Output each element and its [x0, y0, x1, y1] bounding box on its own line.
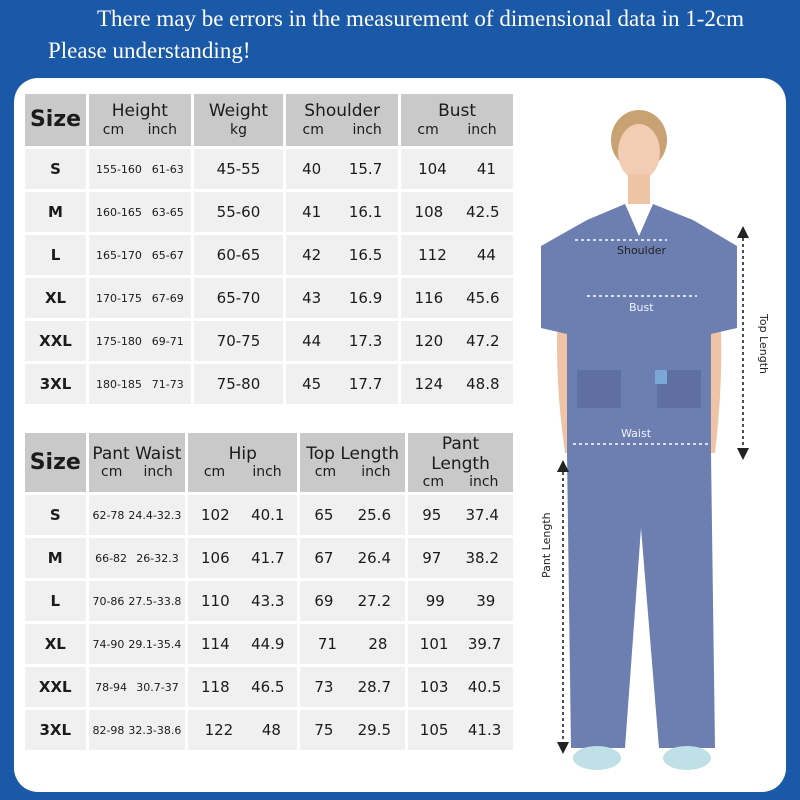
hip-cell: [188, 538, 297, 578]
hip-cm: 114: [201, 635, 230, 654]
hip-header: [188, 433, 297, 492]
table-row: [25, 278, 513, 318]
waist-inch: 29.1-35.4: [128, 637, 182, 651]
hip-cell: [188, 667, 297, 707]
bust-inch: 45.6: [466, 289, 500, 307]
top-length-measure-label: Top Length: [757, 314, 770, 375]
size-cell: XL: [25, 278, 86, 318]
top-length-cell: [300, 538, 405, 578]
pant-length-cell: [408, 495, 513, 535]
pant-length-measure-label: Pant Length: [540, 512, 553, 578]
hip-cm: 110: [201, 592, 230, 611]
waist-inch: 24.4-32.3: [128, 508, 182, 522]
bust-cell: [401, 278, 513, 318]
unit-cm: cm: [314, 464, 337, 481]
shoulder-header-label: Shoulder: [304, 101, 380, 122]
hip-cell: [188, 624, 297, 664]
pant-length-cm: 99: [425, 592, 445, 611]
size-header: Size: [25, 94, 86, 146]
pant-length-cell: [408, 624, 513, 664]
weight-cell: 60-65: [194, 235, 284, 275]
waist-cm: 62-78: [92, 508, 125, 522]
bust-header: [401, 94, 513, 146]
unit-inch: inch: [143, 464, 173, 481]
shoulder-cell: [286, 321, 398, 361]
table-header-row: [25, 94, 513, 146]
top-length-cell: [300, 495, 405, 535]
hip-header-label: Hip: [228, 443, 257, 464]
size-cell: XL: [25, 624, 86, 664]
unit-cm: cm: [203, 464, 226, 481]
size-cell: L: [25, 235, 86, 275]
shoulder-cell: [286, 278, 398, 318]
shoulder-cm: 45: [302, 375, 322, 393]
height-header-label: Height: [111, 101, 168, 122]
height-inch: 71-73: [151, 377, 184, 391]
weight-cell: 70-75: [194, 321, 284, 361]
pant-length-cm: 103: [419, 678, 449, 697]
hip-inch: 46.5: [251, 678, 285, 697]
scrub-pants: [567, 454, 715, 748]
top-length-inch: 29.5: [357, 721, 391, 740]
size-header: Size: [25, 433, 86, 492]
shoulder-header: [286, 94, 398, 146]
top-size-table: [22, 91, 516, 407]
top-length-header-label: Top Length: [306, 443, 400, 464]
shoulder-inch: 16.9: [348, 289, 383, 307]
top-length-cm: 65: [314, 506, 334, 525]
bust-cm: 104: [418, 160, 447, 178]
unit-inch: inch: [467, 121, 497, 138]
right-shoe: [663, 746, 711, 770]
bust-cell: [401, 192, 513, 232]
unit-inch: inch: [352, 121, 382, 138]
bust-cm: 124: [414, 375, 444, 393]
shoulder-cell: [286, 235, 398, 275]
top-length-inch: 26.4: [357, 549, 391, 568]
bust-measure-label: Bust: [629, 301, 654, 314]
height-cell: [89, 192, 191, 232]
size-cell: S: [25, 495, 86, 535]
height-cell: [89, 364, 191, 404]
height-cm: 180-185: [95, 377, 142, 391]
model-illustration: [525, 108, 783, 788]
top-length-inch: 28: [368, 635, 388, 654]
pant-length-inch: 38.2: [465, 549, 499, 568]
top-length-header: [300, 433, 405, 492]
waist-inch: 27.5-33.8: [128, 594, 182, 608]
notice-line-2: Please understanding!: [48, 38, 251, 63]
height-cell: [89, 149, 191, 189]
pant-length-inch: 39: [476, 592, 496, 611]
height-header: [89, 94, 191, 146]
table-row: [25, 192, 513, 232]
waist-inch: 32.3-38.6: [128, 723, 182, 737]
shoulder-inch: 16.1: [348, 203, 383, 221]
height-cell: [89, 235, 191, 275]
scrubs-model-figure: [525, 108, 783, 788]
waist-cm: 78-94: [95, 680, 128, 694]
height-cm: 160-165: [95, 205, 142, 219]
table-row: [25, 581, 513, 621]
table-row: [25, 538, 513, 578]
pant-length-header: [408, 433, 513, 492]
notice-line-1: There may be errors in the measurement of dimensional data in 1-2cm: [97, 6, 744, 31]
waist-inch: 26-32.3: [136, 551, 179, 565]
hip-cell: [188, 495, 297, 535]
top-length-cell: [300, 667, 405, 707]
neck-shape: [628, 174, 650, 204]
shoulder-cm: 42: [302, 246, 322, 264]
pant-waist-header-label: Pant Waist: [92, 443, 182, 464]
waist-cm: 70-86: [92, 594, 125, 608]
scrub-top: [541, 204, 737, 458]
bust-cm: 116: [414, 289, 444, 307]
waist-cm: 74-90: [92, 637, 125, 651]
waist-inch: 30.7-37: [136, 680, 179, 694]
size-cell: XXL: [25, 667, 86, 707]
pant-length-header-label: Pant Length: [431, 434, 490, 474]
shoulder-cm: 44: [302, 332, 322, 350]
shoulder-cell: [286, 192, 398, 232]
unit-cm: cm: [302, 121, 324, 138]
bust-cell: [401, 149, 513, 189]
pant-waist-cell: [89, 538, 186, 578]
top-length-cell: [300, 710, 405, 750]
height-cell: [89, 321, 191, 361]
pant-length-cm: 97: [422, 549, 442, 568]
size-cell: L: [25, 581, 86, 621]
bottom-size-table: [22, 430, 516, 753]
pant-length-inch: 41.3: [467, 721, 502, 740]
size-cell: XXL: [25, 321, 86, 361]
top-length-cm: 67: [314, 549, 334, 568]
pant-length-inch: 39.7: [467, 635, 502, 654]
top-length-cm: 69: [314, 592, 334, 611]
unit-inch: inch: [252, 464, 282, 481]
pant-waist-cell: [89, 667, 186, 707]
pant-length-cm: 105: [419, 721, 449, 740]
shoulder-cm: 41: [302, 203, 322, 221]
shoulder-inch: 17.3: [348, 332, 383, 350]
shoulder-measure-label: Shoulder: [617, 244, 666, 257]
left-shoe: [573, 746, 621, 770]
bust-cell: [401, 364, 513, 404]
hip-inch: 43.3: [251, 592, 285, 611]
top-length-inch: 27.2: [357, 592, 391, 611]
height-cell: [89, 278, 191, 318]
pant-length-cell: [408, 538, 513, 578]
weight-cell: 45-55: [194, 149, 284, 189]
bust-cm: 108: [414, 203, 444, 221]
size-cell: M: [25, 538, 86, 578]
table-row: [25, 364, 513, 404]
bust-cell: [401, 321, 513, 361]
hip-inch: 44.9: [251, 635, 285, 654]
hip-cm: 118: [201, 678, 230, 697]
height-inch: 69-71: [151, 334, 184, 348]
unit-inch: inch: [147, 121, 177, 138]
top-length-cell: [300, 581, 405, 621]
shoulder-cell: [286, 149, 398, 189]
bust-inch: 48.8: [466, 375, 500, 393]
size-cell: 3XL: [25, 364, 86, 404]
pant-waist-cell: [89, 581, 186, 621]
hip-cm: 106: [201, 549, 230, 568]
pant-length-cell: [408, 667, 513, 707]
pant-length-cell: [408, 710, 513, 750]
pant-length-cell: [408, 581, 513, 621]
size-cell: M: [25, 192, 86, 232]
pant-length-inch: 37.4: [465, 506, 499, 525]
unit-cm: cm: [101, 464, 123, 481]
pant-length-cm: 95: [422, 506, 442, 525]
top-length-cm: 75: [314, 721, 334, 740]
hip-inch: 48: [261, 721, 281, 740]
shoulder-cm: 40: [302, 160, 322, 178]
shoulder-inch: 17.7: [348, 375, 383, 393]
pant-length-inch: 40.5: [467, 678, 502, 697]
bust-inch: 44: [476, 246, 496, 264]
height-inch: 61-63: [151, 162, 184, 176]
shoulder-inch: 16.5: [348, 246, 383, 264]
bust-inch: 41: [476, 160, 496, 178]
weight-cell: 75-80: [194, 364, 284, 404]
bust-cell: [401, 235, 513, 275]
pant-waist-header: [89, 433, 186, 492]
top-length-inch: 25.6: [357, 506, 391, 525]
bust-cm: 112: [418, 246, 447, 264]
hip-cell: [188, 710, 297, 750]
left-pocket: [577, 370, 621, 408]
hip-cell: [188, 581, 297, 621]
unit-cm: cm: [422, 474, 444, 491]
unit-inch: inch: [469, 474, 499, 491]
unit-inch: inch: [361, 464, 391, 481]
weight-cell: 65-70: [194, 278, 284, 318]
pant-length-cm: 101: [419, 635, 449, 654]
hip-inch: 40.1: [251, 506, 285, 525]
pant-waist-cell: [89, 710, 186, 750]
pant-waist-cell: [89, 624, 186, 664]
table-header-row: [25, 433, 513, 492]
unit-cm: cm: [102, 121, 125, 138]
height-cm: 175-180: [95, 334, 142, 348]
waist-measure-label: Waist: [621, 427, 652, 440]
height-cm: 155-160: [95, 162, 142, 176]
top-length-cell: [300, 624, 405, 664]
weight-header: [194, 94, 284, 146]
size-cell: 3XL: [25, 710, 86, 750]
height-inch: 63-65: [151, 205, 184, 219]
shoulder-cell: [286, 364, 398, 404]
pocket-accent: [655, 370, 667, 384]
top-length-inch: 28.7: [357, 678, 391, 697]
shoulder-inch: 15.7: [348, 160, 383, 178]
height-inch: 67-69: [151, 291, 184, 305]
table-row: [25, 321, 513, 361]
weight-header-label: Weight: [208, 101, 269, 122]
height-cm: 170-175: [95, 291, 142, 305]
table-row: [25, 149, 513, 189]
table-row: [25, 235, 513, 275]
hip-cm: 122: [204, 721, 234, 740]
table-row: [25, 667, 513, 707]
unit-kg: kg: [229, 121, 247, 138]
pant-waist-cell: [89, 495, 186, 535]
height-inch: 65-67: [151, 248, 184, 262]
bust-header-label: Bust: [438, 101, 477, 122]
waist-cm: 82-98: [92, 723, 125, 737]
bust-inch: 47.2: [466, 332, 500, 350]
size-cell: S: [25, 149, 86, 189]
bust-inch: 42.5: [466, 203, 500, 221]
top-length-cm: 73: [314, 678, 334, 697]
unit-cm: cm: [417, 121, 439, 138]
height-cm: 165-170: [95, 248, 142, 262]
face-shape: [618, 124, 660, 180]
table-row: [25, 495, 513, 535]
bust-cm: 120: [414, 332, 444, 350]
hip-cm: 102: [201, 506, 230, 525]
table-row: [25, 710, 513, 750]
waist-cm: 66-82: [95, 551, 128, 565]
weight-cell: 55-60: [194, 192, 284, 232]
table-row: [25, 624, 513, 664]
shoulder-cm: 43: [302, 289, 322, 307]
hip-inch: 41.7: [251, 549, 285, 568]
top-length-cm: 71: [317, 635, 337, 654]
